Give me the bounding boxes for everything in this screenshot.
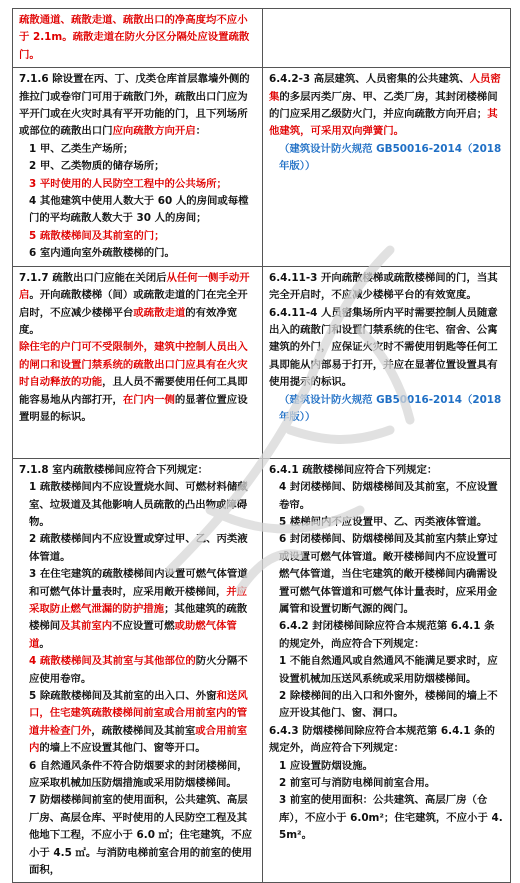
clause-716 bbox=[19, 71, 256, 141]
clause-heading: 7.1.8 室内疏散楼梯间应符合下列规定： bbox=[19, 463, 209, 476]
clause-text: 3 在住宅建筑的疏散楼梯间内设置可燃气体管道和可燃气体计量表时，应采用敞开楼梯间， bbox=[29, 568, 248, 598]
cell-left bbox=[13, 458, 263, 883]
clause-643: 6.4.3 防烟楼梯间除应符合本规范第 6.4.1 条的规定外，尚应符合下列规定： bbox=[269, 724, 495, 755]
table-row bbox=[13, 68, 511, 266]
list-item: 4 封闭楼梯间、防烟楼梯间及其前室，不应设置卷帘。 bbox=[279, 481, 498, 511]
clause-717-b bbox=[19, 339, 256, 426]
source-citation: （建筑设计防火规范 GB50016-2014（2018 年版）） bbox=[279, 142, 502, 173]
highlight-text: 人员密集 bbox=[269, 73, 501, 103]
highlight-text: 4 疏散楼梯间及其前室与其他部位的 bbox=[29, 655, 196, 668]
clause-text: ： bbox=[195, 125, 207, 138]
table-row bbox=[13, 458, 511, 883]
highlight-text: 除住宅的户门可不受限制外，建筑中控制人员出入的闸口和设置门禁系统的疏散出口门应具有在火灾时自动释放的功能 bbox=[19, 341, 248, 389]
list-item: 6 自然通风条件不符合防烟要求的封闭楼梯间，应采取机械加压防烟措施或采用防烟楼梯间。 bbox=[29, 759, 248, 789]
list-item bbox=[19, 653, 256, 688]
list-item: 5 楼梯间内不应设置甲、乙、丙类液体管道。 bbox=[279, 515, 488, 528]
clause-text: ，疏散楼梯间及其前室 bbox=[91, 724, 196, 737]
clause-64113: 6.4.11-3 开向疏散楼梯或疏散楼梯间的门，当其完全开启时，不应减少楼梯平台的有效宽度。 bbox=[269, 271, 498, 302]
cell-right bbox=[263, 458, 511, 883]
list-item: 2 前室可与消防电梯间前室合用。 bbox=[279, 777, 436, 789]
cell-left bbox=[13, 68, 263, 266]
comparison-table bbox=[12, 8, 511, 883]
list-item: 2 甲、乙类物质的储存场所； bbox=[29, 160, 165, 173]
clause-text: ；其他建筑的疏散楼梯间 bbox=[29, 602, 248, 633]
cell-right bbox=[263, 68, 511, 266]
list-item: 3 平时使用的人民防空工程中的公共场所； bbox=[29, 177, 227, 190]
highlight-text: 并应采取防止燃气泄漏的防护措施 bbox=[29, 585, 248, 615]
list-item: 6 封闭楼梯间、防烟楼梯间及其前室内禁止穿过或设置可燃气体管道。敞开楼梯间内不应设置可燃气体管道，当住宅建筑的敞开楼梯间内确需设置可燃气体管道和可燃气体计量表时，应采用金属管和设置切断气源的阀门。 bbox=[279, 533, 498, 615]
highlight-text: 或助燃气体管道 bbox=[29, 620, 237, 650]
cell-right bbox=[263, 266, 511, 458]
clause-64114: 6.4.11-4 人员密集场所内平时需要控制人员随意出入的疏散门和设置门禁系统的住宅、宿舍、公寓建筑的外门，应保证火灾时不需使用钥匙等任何工具即能从内部易于打开，并应在显著位置设置具有使用提示的标识。 bbox=[269, 306, 498, 389]
highlight-text: 及其前室内 bbox=[60, 620, 113, 633]
list-item: 1 疏散楼梯间内不应设置烧水间、可燃材料储藏室、垃圾道及其他影响人员疏散的凸出物或障碍物。 bbox=[29, 481, 248, 528]
clause-text: 疏散通道、疏散走道、疏散出口的净高度均不应小于 2.1m。疏散走道在防火分区分隔处应设置疏散门。 bbox=[19, 14, 250, 61]
list-item: 6 室内通向室外疏散楼梯的门。 bbox=[29, 247, 175, 260]
list-item: 2 疏散楼梯间内不应设置或穿过甲、乙、丙类液体管道。 bbox=[29, 533, 248, 563]
clause-text: 5 除疏散楼梯间及其前室的出入口、外窗 bbox=[29, 689, 217, 702]
clause-text: 的有效净宽度。 bbox=[19, 306, 238, 336]
list-item: 7 防烟楼梯间前室的使用面积，公共建筑、高层厂房、高层仓库、平时使用的人民防空工程及其他地下工程，不应小于 6.0 ㎡；住宅建筑，不应小于 4.5 ㎡。与消防电梯前室合用的前室的使用面积， bbox=[29, 794, 253, 877]
table-row bbox=[13, 9, 511, 68]
clause-text: 的墙上不应设置其他门、窗等开口。 bbox=[39, 742, 206, 755]
clause-text: ，且人员不需要使用任何工具即能容易地从内部打开， bbox=[19, 376, 248, 406]
list-item: 4 其他建筑中使用人数大于 60 人的房间或每樘门的平均疏散人数大于 30 人的房间； bbox=[29, 195, 249, 225]
clause-717 bbox=[19, 270, 256, 340]
clause-6423 bbox=[269, 71, 504, 141]
source-citation: （建筑设计防火规范 GB50016-2014（2018 年版）） bbox=[279, 393, 502, 423]
highlight-text: 或合用前室内 bbox=[29, 724, 248, 755]
clause-642: 6.4.2 封闭楼梯间除应符合本规范第 6.4.1 条的规定外，尚应符合下列规定： bbox=[279, 620, 495, 650]
clause-heading: 6.4.1 疏散楼梯间应符合下列规定： bbox=[269, 463, 438, 476]
list-item: 3 前室的使用面积：公共建筑、高层厂房（仓库），不应小于 6.0m²；住宅建筑，不应小于 4.5m²。 bbox=[279, 794, 503, 842]
highlight-text: 在门内一侧 bbox=[122, 393, 175, 406]
clause-text: 7.1.7 疏散出口门应能在关闭后 bbox=[19, 271, 167, 284]
clause-text: 6.4.2-3 高层建筑、人员密集的公共建筑、 bbox=[269, 73, 470, 86]
clause-text: 的多层丙类厂房、甲、乙类厂房，其封闭楼梯间的门应采用乙级防火门，并应向疏散方向开启； bbox=[269, 90, 498, 121]
list-item: 5 疏散楼梯间及其前室的门； bbox=[29, 229, 165, 242]
clause-text: 。开向疏散楼梯（间）或疏散走道的门在完全开启时，不应减少楼梯平台 bbox=[19, 289, 248, 319]
highlight-text: 或疏散走道 bbox=[133, 306, 186, 319]
cell-left bbox=[13, 266, 263, 458]
clause-text: 防火分隔不应使用卷帘。 bbox=[29, 655, 248, 685]
highlight-text: 其他建筑，可采用双向弹簧门。 bbox=[269, 108, 498, 138]
list-item bbox=[19, 566, 256, 653]
list-item: 1 不能自然通风或自然通风不能满足要求时，应设置机械加压送风系统或采用防烟楼梯间。 bbox=[279, 655, 498, 685]
table-row bbox=[13, 266, 511, 458]
list-item: 2 除楼梯间的出入口和外窗外，楼梯间的墙上不应开设其他门、窗、洞口。 bbox=[279, 689, 498, 720]
clause-text: 的显著位置应设置明显的标识。 bbox=[19, 393, 248, 423]
list-item bbox=[19, 688, 256, 758]
cell-right bbox=[263, 9, 511, 68]
cell-left bbox=[13, 9, 263, 68]
list-item: 1 应设置防烟设施。 bbox=[279, 759, 373, 772]
list-item: 1 甲、乙类生产场所； bbox=[29, 142, 134, 155]
clause-text: 。 bbox=[39, 637, 50, 650]
clause-text: 不应设置可燃 bbox=[112, 620, 175, 633]
highlight-text: 应向疏散方向开启 bbox=[112, 125, 196, 138]
highlight-text: 和送风口，住宅建筑疏散楼梯间前室或合用前室内的管道井检查门外 bbox=[29, 689, 248, 737]
highlight-text: 从任何一侧手动开启 bbox=[19, 271, 250, 302]
clause-text: 7.1.6 除设置在丙、丁、戊类仓库首层靠墙外侧的推拉门或卷帘门可用于疏散门外，疏散出口门应为平开门或在火灾时具有平开功能的门，且下列场所或部位的疏散出口门 bbox=[19, 73, 250, 138]
